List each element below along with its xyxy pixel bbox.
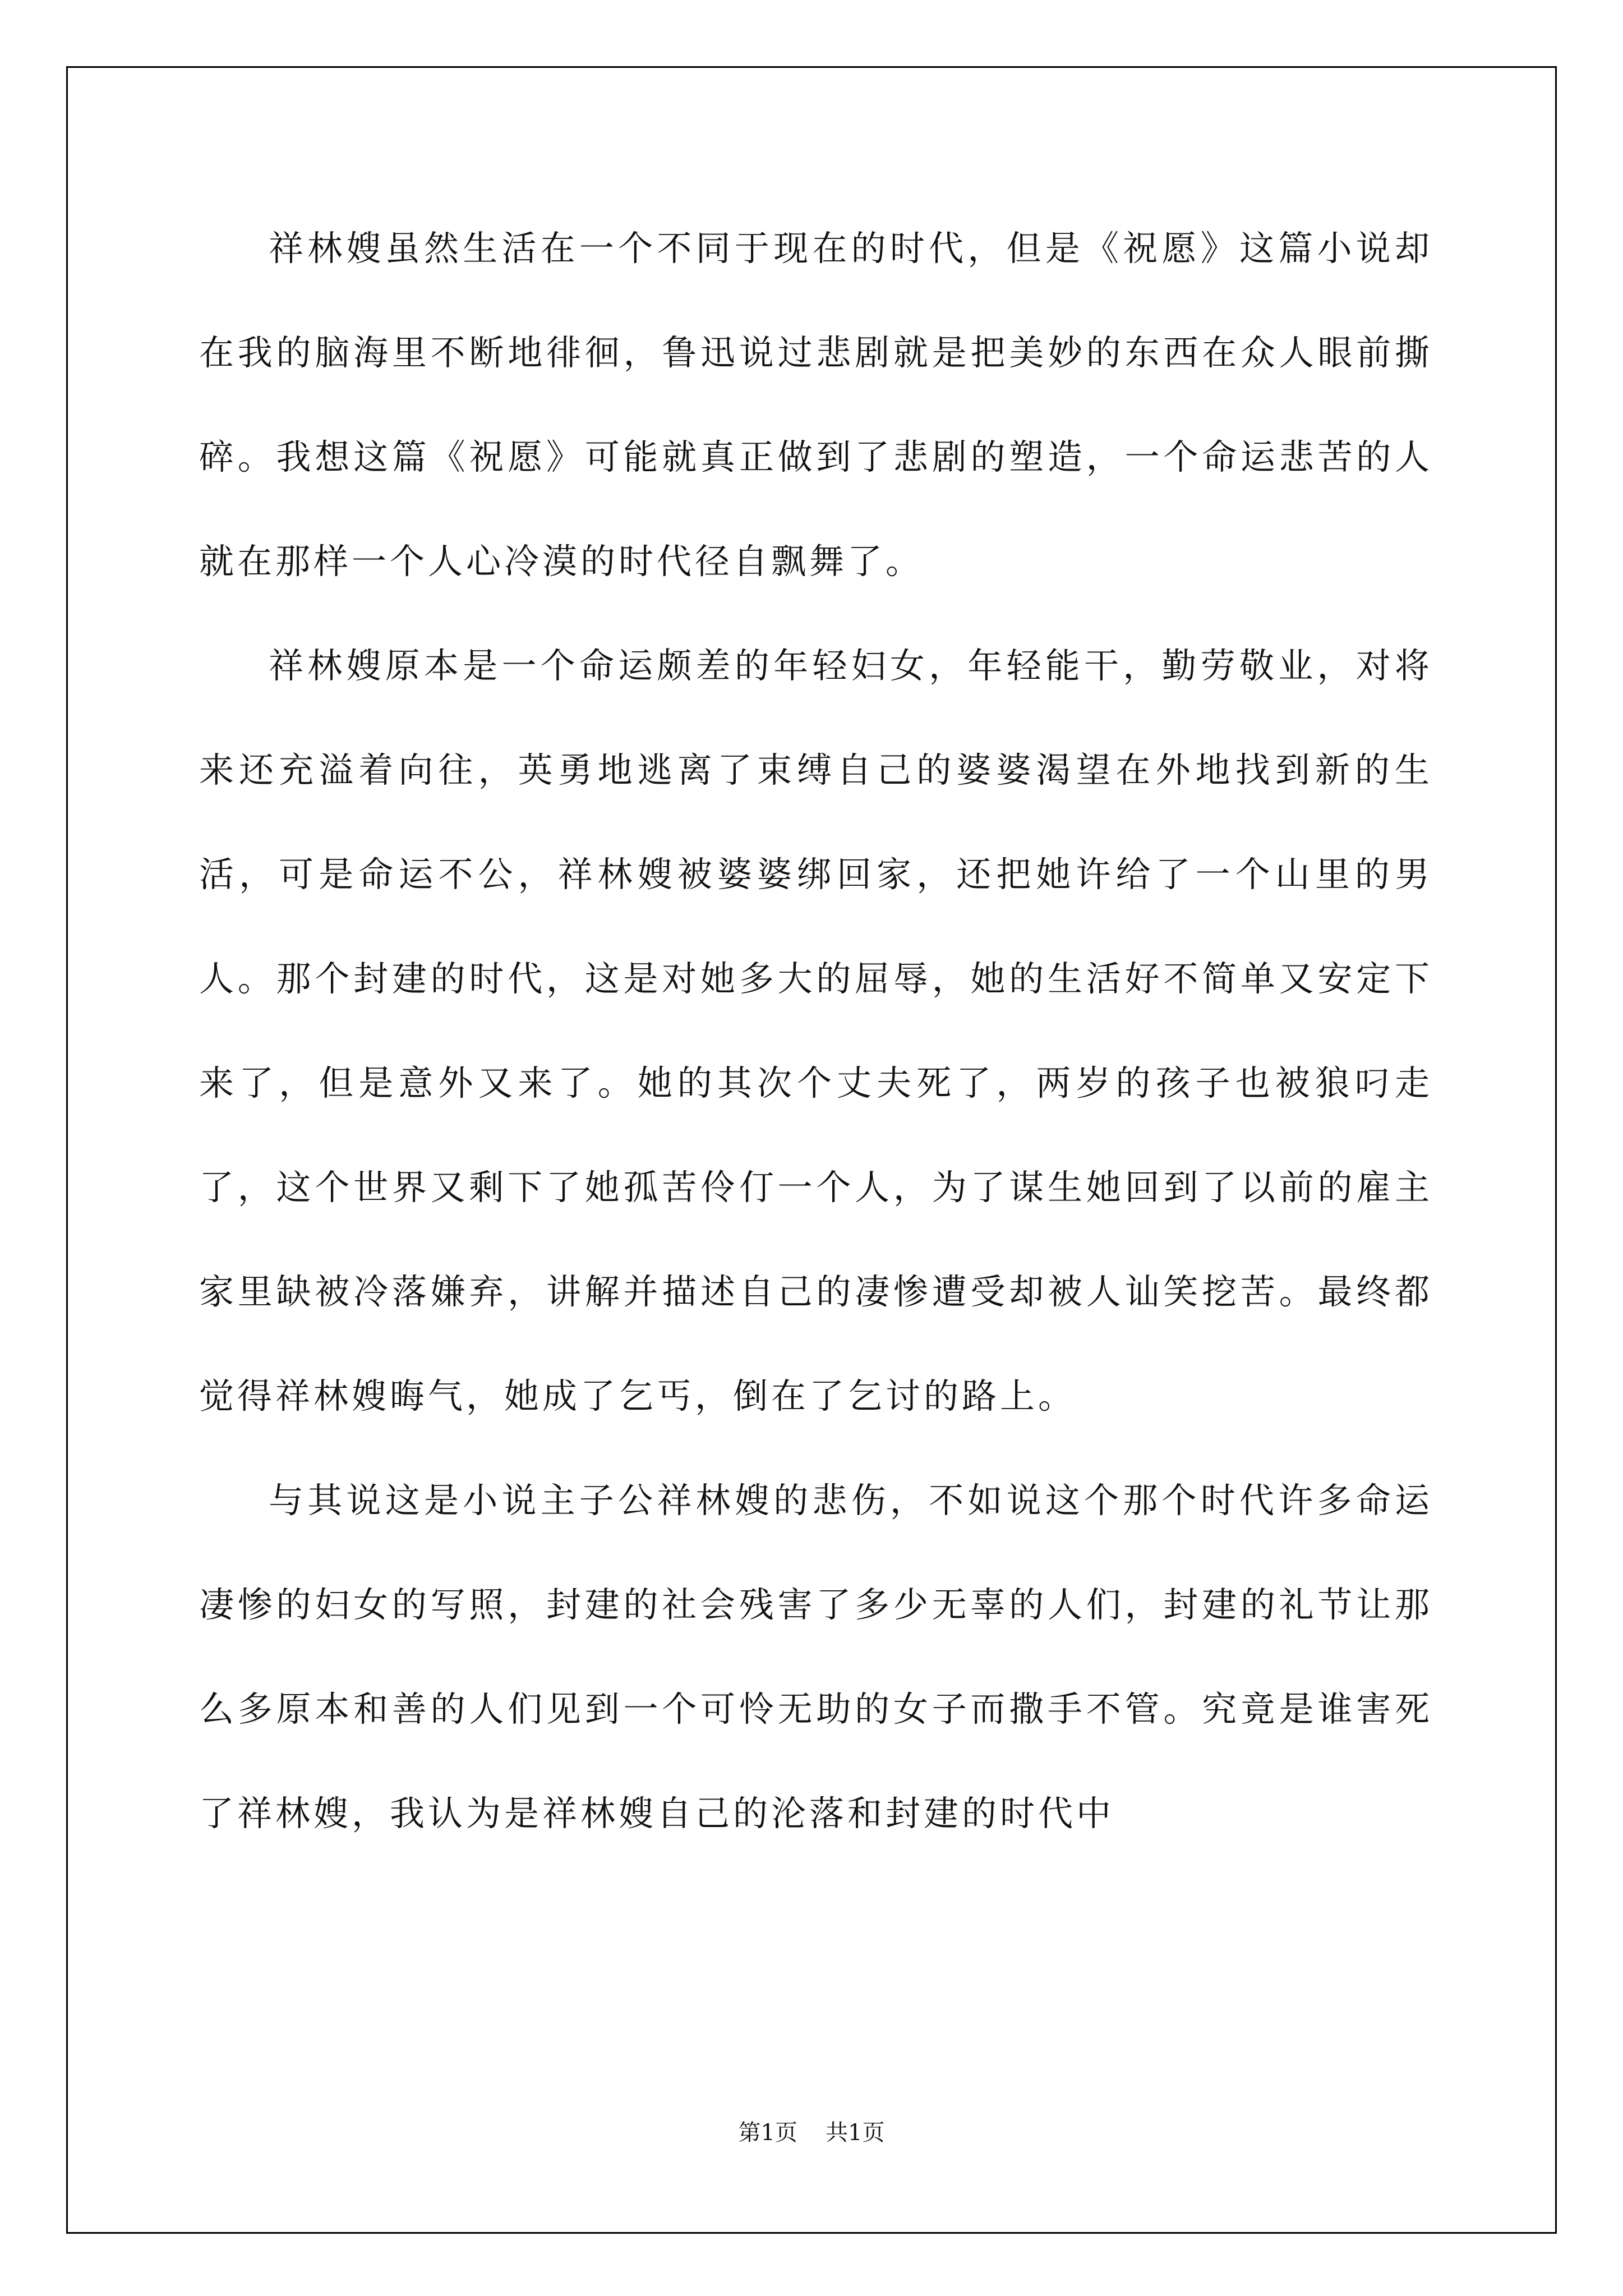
paragraph-2: 祥林嫂原本是一个命运颇差的年轻妇女，年轻能干，勤劳敬业，对将来还充溢着向往，英勇地逃离了束缚自己的婆婆渴望在外地找到新的生活，可是命运不公，祥林嫂被婆婆绑回家，还把她许给了一个山里的男人。那个封建的时代，这是对她多大的屈辱，她的生活好不简单又安定下来了，但是意外又来了。她的其次个丈夫死了，两岁的孩子也被狼叼走了，这个世界又剩下了她孤苦伶仃一个人，为了谋生她回到了以前的雇主家里缺被冷落嫌弃，讲解并描述自己的凄惨遭受却被人讪笑挖苦。最终都觉得祥林嫂晦气，她成了乞丐，倒在了乞讨的路上。: [199, 645, 1433, 1416]
document-body: [199, 196, 1433, 1866]
paragraph-3: 与其说这是小说主子公祥林嫂的悲伤，不如说这个那个时代许多命运凄惨的妇女的写照，封建的社会残害了多少无辜的人们，封建的礼节让那么多原本和善的人们见到一个可怜无助的女子而撒手不管。究竟是谁害死了祥林嫂，我认为是祥林嫂自己的沦落和封建的时代中: [199, 1480, 1433, 1834]
page-total: 共1页: [826, 2120, 885, 2146]
paragraph-1: 祥林嫂虽然生活在一个不同于现在的时代，但是《祝愿》这篇小说却在我的脑海里不断地徘徊，鲁迅说过悲剧就是把美妙的东西在众人眼前撕碎。我想这篇《祝愿》可能就真正做到了悲剧的塑造，一个命运悲苦的人就在那样一个人心冷漠的时代径自飘舞了。: [199, 228, 1433, 582]
page-number: 第1页: [738, 2120, 797, 2146]
page-footer: [0, 2115, 1623, 2147]
